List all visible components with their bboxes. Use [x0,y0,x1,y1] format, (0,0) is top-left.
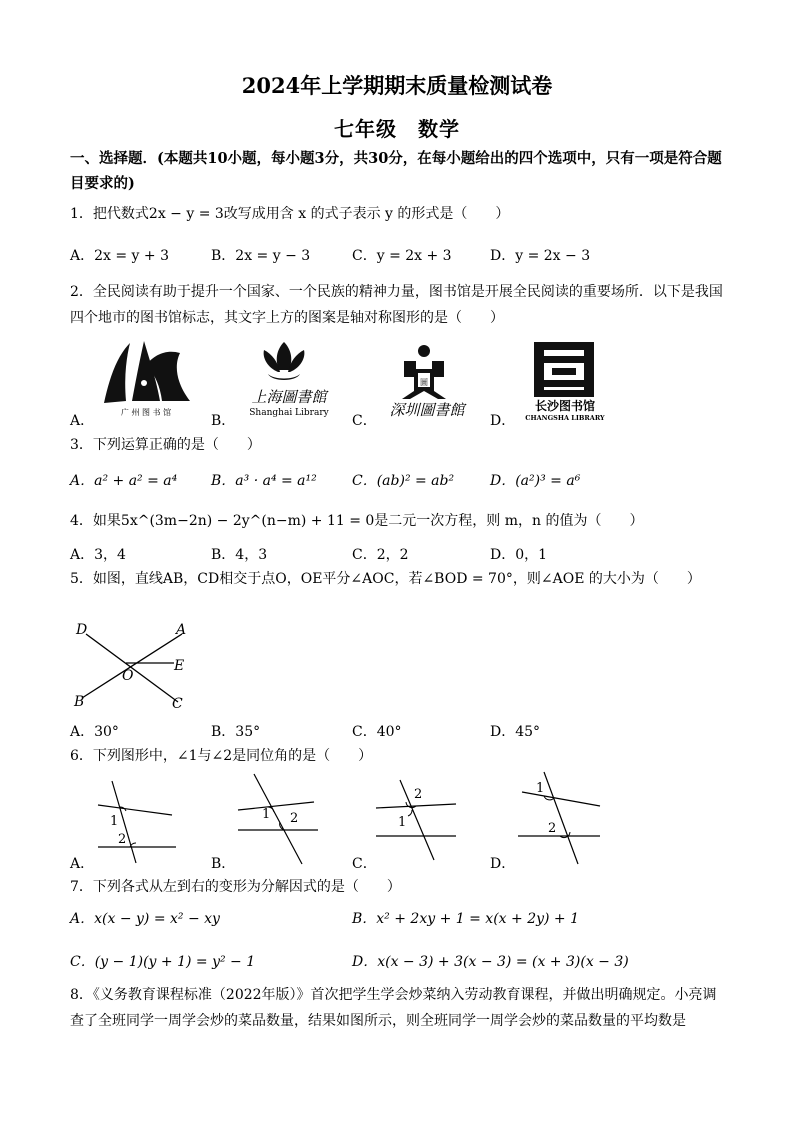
q7-option-a: A．x(x − y) = x² − xy [70,911,220,927]
changsha-logo-english: CHANGSHA LIBRARY [525,414,605,422]
q3-option-b: B．a³ · a⁴ = a¹² [211,473,317,489]
question-2-stem: 2．全民阅读有助于提升一个国家、一个民族的精神力量，图书馆是开展全民阅读的重要场所．以下是我国四个地市的图书馆标志，其文字上方的图案是轴对称图形的是（ ） [70,284,723,326]
label-b: B [74,694,85,710]
q6-option-c: C． [352,856,377,872]
q2-option-a: A． [70,413,95,429]
section-heading: 一、选择题．(本题共10小题，每小题3分，共30分，在每小题给出的四个选项中，只有一项是符合题目要求的) [70,150,722,192]
q6-figure-a [92,777,182,867]
shanghai-library-logo [234,340,344,418]
q5-option-b: B．35° [211,724,261,740]
q7-option-c: C．(y − 1)(y + 1) = y² − 1 [70,954,256,970]
question-8-stem: 8．《义务教育课程标准（2022年版）》首次把学生学会炒菜纳入劳动教育课程，并做出明确规定。小亮调查了全班同学一周学会炒的菜品数量，结果如图所示，则全班同学一周学会炒的菜品数量的平均数是 [70,987,717,1029]
q6-option-b: B． [211,856,236,872]
angle-1-label: 1 [110,814,119,829]
label-e: E [174,658,185,674]
q5-option-c: C．40° [352,724,402,740]
question-6-stem: 6．下列图形中，∠1与∠2是同位角的是（ ） [70,748,373,764]
q3-option-a: A．a² + a² = a⁴ [70,473,178,489]
q1-option-b: B．2x = y − 3 [211,248,311,264]
shenzhen-logo-text: 深圳圖書館 [389,401,465,419]
exam-title: 2024年上学期期末质量检测试卷 [241,73,553,98]
q4-option-c: C．2，2 [352,547,409,563]
shanghai-logo-english: Shanghai Library [249,408,329,418]
label-c: C [172,696,183,712]
shanghai-logo-chinese: 上海圖書館 [251,388,327,406]
q3-option-d: D．(a²)³ = a⁶ [490,473,581,489]
q5-intersecting-lines-figure [70,620,200,712]
angle-2-label: 2 [414,787,423,802]
angle-2-label: 2 [118,832,127,847]
q6-figure-d [514,768,606,868]
q6-option-a: A． [70,856,95,872]
changsha-logo-chinese: 长沙图书馆 [534,399,596,413]
q6-option-d: D． [490,856,516,872]
changsha-library-logo [522,340,612,422]
q3-option-c: C．(ab)² = ab² [352,473,455,489]
angle-1-label: 1 [536,781,545,796]
q7-option-b: B．x² + 2xy + 1 = x(x + 2y) + 1 [352,911,580,927]
question-4-stem: 4．如果5x^(3m−2n) − 2y^(n−m) + 11 = 0是二元一次方程，则 m，n 的值为（ ） [70,513,644,529]
question-1-stem: 1．把代数式2x − y = 3改写成用含 x 的式子表示 y 的形式是（ ） [70,206,510,222]
q1-option-d: D．y = 2x − 3 [490,248,591,264]
q4-option-a: A．3，4 [70,547,126,563]
q2-option-d: D． [490,413,516,429]
question-3-stem: 3．下列运算正确的是（ ） [70,437,261,453]
q4-option-b: B．4，3 [211,547,268,563]
q5-option-d: D．45° [490,724,541,740]
guangzhou-library-logo [96,335,196,417]
question-5-stem: 5．如图，直线AB，CD相交于点O，OE平分∠AOC，若∠BOD = 70°，则∠AOE 的大小为（ ） [70,571,701,587]
angle-2-label: 2 [548,821,557,836]
svg-text:圖: 圖 [420,378,428,387]
q2-option-c: C． [352,413,377,429]
shenzhen-library-logo [372,343,482,421]
q1-option-a: A．2x = y + 3 [70,248,169,264]
angle-1-label: 1 [262,807,271,822]
exam-subtitle: 七年级 数学 [334,117,460,141]
q4-option-d: D．0，1 [490,547,548,563]
label-d: D [76,622,88,638]
q6-figure-b [234,770,324,868]
angle-1-label: 1 [398,815,407,830]
q1-option-c: C．y = 2x + 3 [352,248,452,264]
label-a: A [176,622,187,638]
guangzhou-logo-text: 广 州 图 书 馆 [120,408,172,417]
q6-figure-c [372,776,462,866]
angle-2-label: 2 [290,811,299,826]
question-7-stem: 7．下列各式从左到右的变形为分解因式的是（ ） [70,879,401,895]
label-o: O [122,668,134,684]
q2-option-b: B． [211,413,236,429]
q5-option-a: A．30° [70,724,119,740]
q7-option-d: D．x(x − 3) + 3(x − 3) = (x + 3)(x − 3) [352,954,629,970]
